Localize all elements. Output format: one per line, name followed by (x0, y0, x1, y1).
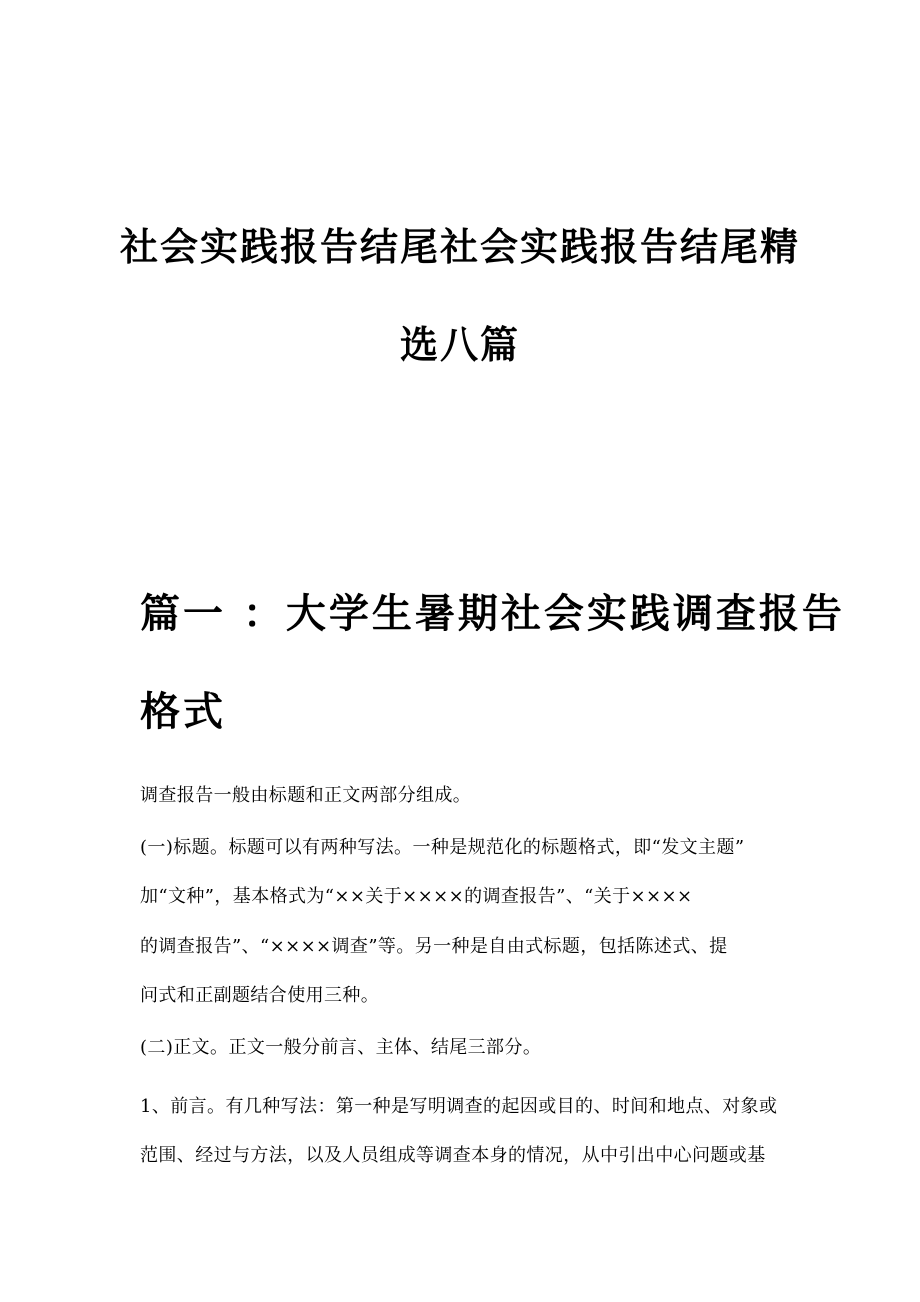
body-line: 的调查报告”、“××××调查”等。另一种是自由式标题，包括陈述式、提 (140, 936, 728, 957)
body-line: 问式和正副题结合使用三种。 (140, 985, 380, 1006)
document-title-line-2: 选八篇 (399, 322, 520, 367)
section-heading-line-2: 格式 (140, 688, 226, 735)
body-line: 加“文种”，基本格式为“××关于××××的调查报告”、“关于×××× (140, 886, 693, 907)
body-line: (二)正文。正文一般分前言、主体、结尾三部分。 (140, 1037, 542, 1058)
body-line: 1、前言。有几种写法：第一种是写明调查的起因或目的、时间和地点、对象或 (140, 1096, 778, 1117)
section-heading-line-1: 篇一 ：大学生暑期社会实践调查报告 (140, 590, 845, 637)
document-title-line-1: 社会实践报告结尾社会实践报告结尾精 (119, 224, 800, 269)
body-line: 调查报告一般由标题和正文两部分组成。 (140, 785, 472, 806)
body-line: (一)标题。标题可以有两种写法。一种是规范化的标题格式，即“发文主题” (140, 837, 745, 858)
body-line: 范围、经过与方法，以及人员组成等调查本身的情况，从中引出中心问题或基 (140, 1145, 766, 1166)
